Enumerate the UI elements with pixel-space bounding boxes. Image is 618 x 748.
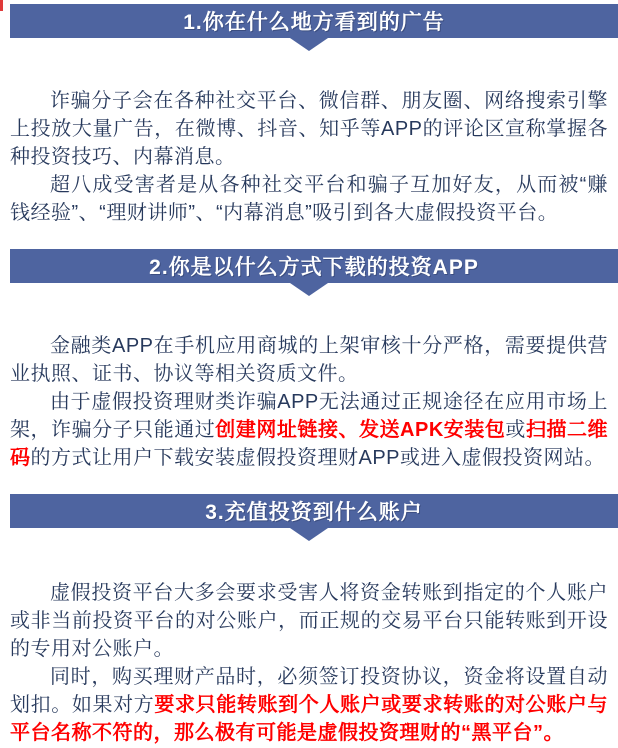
alert-text-run: 创建网址链接、发送APK安装包 xyxy=(215,419,506,441)
text-run: 虚假投资平台大多会要求受害人将资金转账到指定的个人账户或非当前投资平台的对公账户，而正规的交易平台只能转账到开设的专用对公账户。 xyxy=(10,582,608,660)
arrow-down-icon xyxy=(290,528,328,541)
red-corner-accent xyxy=(0,0,3,11)
paragraph xyxy=(10,332,608,388)
section-3-banner xyxy=(10,494,618,528)
section-3-body xyxy=(0,579,618,747)
arrow-down-icon xyxy=(290,38,328,51)
paragraph xyxy=(10,579,608,663)
section-deposit-account xyxy=(0,494,618,747)
paragraph xyxy=(10,171,608,227)
text-run: 或 xyxy=(505,419,526,441)
section-where-seen-ad xyxy=(0,4,618,227)
section-2-banner xyxy=(10,249,618,283)
section-1-banner xyxy=(10,4,618,38)
section-1-title: 1.你在什么地方看到的广告 xyxy=(183,11,445,34)
alert-text-run: 要求只能转账到个人账户或要求转账的对公账户与平台名称不符的，那么极有可能是虚假投资理财的“黑平台”。 xyxy=(10,694,608,744)
text-run: 同时，购买理财产品时，必须签订投资协议，资金将设置自动划扣。如果对方 xyxy=(10,666,608,716)
paragraph xyxy=(10,663,608,747)
text-run: 超八成受害者是从各种社交平台和骗子互加好友，从而被“赚钱经验”、“理财讲师”、“内幕消息”吸引到各大虚假投资平台。 xyxy=(10,174,608,224)
paragraph xyxy=(10,87,608,171)
text-run: 由于虚假投资理财类诈骗APP无法通过正规途径在应用市场上架，诈骗分子只能通过 xyxy=(10,391,608,441)
section-2-title: 2.你是以什么方式下载的投资APP xyxy=(149,256,479,279)
text-run: 金融类APP在手机应用商城的上架审核十分严格，需要提供营业执照、证书、协议等相关资质文件。 xyxy=(10,335,608,385)
section-how-downloaded-app xyxy=(0,249,618,472)
paragraph xyxy=(10,388,608,472)
section-1-body xyxy=(0,87,618,227)
arrow-down-icon xyxy=(290,283,328,296)
text-run: 诈骗分子会在各种社交平台、微信群、朋友圈、网络搜索引擎上投放大量广告，在微博、抖音、知乎等APP的评论区宣称掌握各种投资技巧、内幕消息。 xyxy=(10,90,608,168)
text-run: 的方式让用户下载安装虚假投资理财APP或进入虚假投资网站。 xyxy=(30,447,606,469)
section-2-body xyxy=(0,332,618,472)
section-3-title: 3.充值投资到什么账户 xyxy=(205,501,423,524)
alert-text-run: 扫描二维码 xyxy=(10,419,609,469)
